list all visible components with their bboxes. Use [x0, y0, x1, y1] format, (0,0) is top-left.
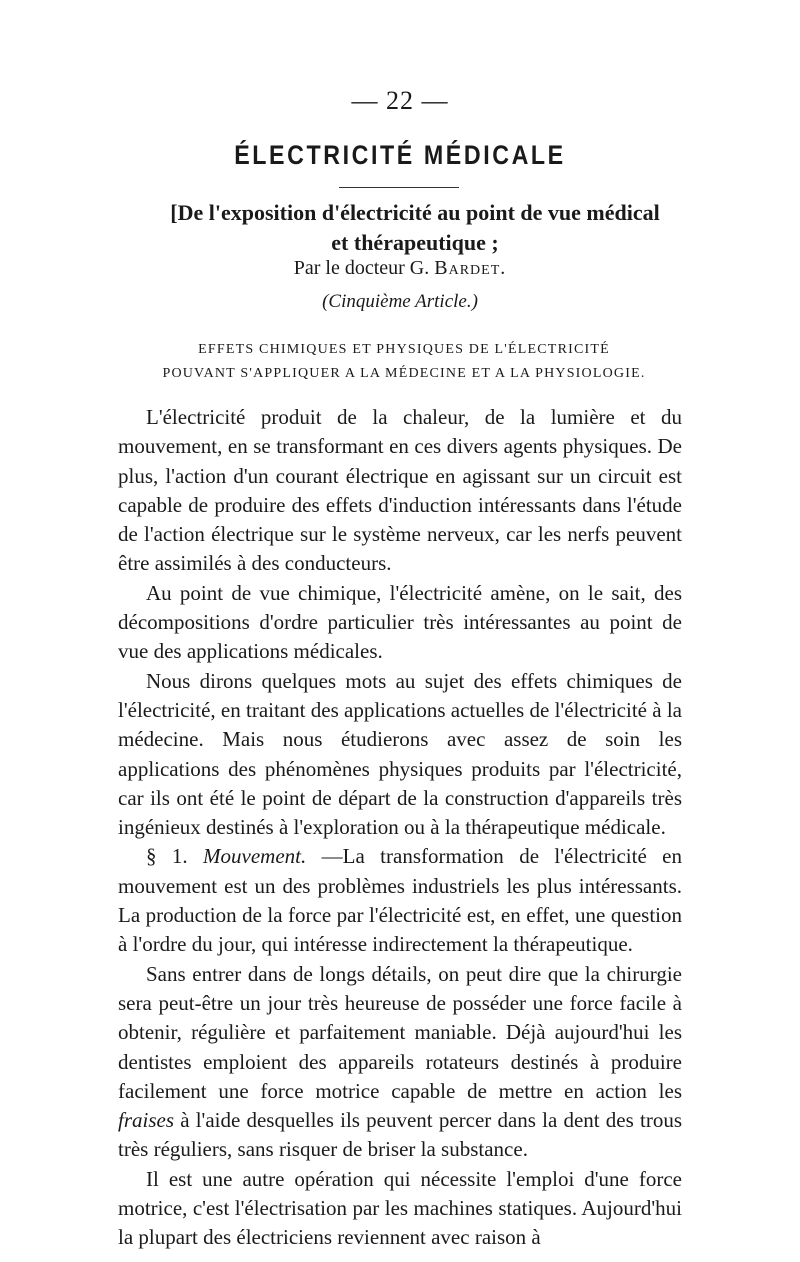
section-title-mouvement: Mouvement.: [203, 844, 307, 869]
body-text: [118, 403, 682, 1253]
author-line: [0, 257, 800, 280]
term-fraises: fraises: [118, 1108, 175, 1133]
page-number: — 22 —: [351, 86, 449, 115]
section-heading: [110, 338, 698, 386]
paragraph-5-part-2: à l'aide desquelles ils peuvent percer dans la dent des trous très réguliers, sans risquer de briser la substance.: [118, 1108, 682, 1162]
subtitle-line-2: et thérapeutique ;: [331, 230, 499, 255]
paragraph-5-part-1: Sans entrer dans de longs détails, on peut dire que la chirurgie sera peut-être un jour très heureuse de posséder une force facile à obtenir, régulière et parfaitement maniable. Déjà aujourd'hui les dentistes emploient des appareils rotateurs destinés à produire facilement une force motrice capable de mettre en action les: [118, 961, 682, 1103]
article-subtitle: [120, 198, 710, 258]
paragraph-6: Il est une autre opération qui nécessite l'emploi d'une force motrice, c'est l'électrisation par les machines statiques. Aujourd'hui la plupart des électriciens reviennent avec raison à: [118, 1166, 682, 1250]
paragraph-1: L'électricité produit de la chaleur, de la lumière et du mouvement, en se transformant en ces divers agents physiques. De plus, l'action d'un courant électrique en agissant sur un circuit est capable de produire des effets d'induction intéressants dans l'étude de l'action électrique sur le système nerveux, car les nerfs peuvent être assimilés à des conducteurs.: [118, 405, 682, 576]
paragraph-5: [118, 960, 682, 1165]
paragraph-3: Nous dirons quelques mots au sujet des effets chimiques de l'électricité, en traitant des applications actuelles de l'électricité à la médecine. Mais nous étudierons avec assez de soin les applications des phénomènes physiques produits par l'électricité, car ils ont été le point de départ de la construction d'appareils très ingénieux destinés à l'exploration ou à la thérapeutique médicale.: [118, 668, 682, 840]
paragraph-4-text: —La transformation de l'électricité en mouvement est un des problèmes industriels les plus intéressants. La production de la force par l'électricité est, en effet, une question à l'ordre du jour, qui intéresse indirectement la thérapeutique.: [118, 844, 683, 957]
section-heading-line-2: POUVANT S'APPLIQUER A LA MÉDECINE ET A LA PHYSIOLOGIE.: [162, 366, 646, 381]
subtitle-line-1: [De l'exposition d'électricité au point de vue médical: [170, 200, 660, 225]
paragraph-4: [118, 842, 682, 959]
section-heading-line-1: EFFETS CHIMIQUES ET PHYSIQUES DE L'ÉLECTRICITÉ: [198, 342, 610, 357]
section-mark: § 1.: [146, 844, 204, 869]
paragraph-2: Au point de vue chimique, l'électricité amène, on le sait, des décompositions d'ordre particulier très intéressantes au point de vue des applications médicales.: [118, 580, 682, 664]
author-prefix: Par le docteur G.: [293, 257, 435, 279]
title-divider: [339, 187, 459, 188]
page-title: ÉLECTRICITÉ MÉDICALE: [234, 140, 566, 170]
author-name: Bardet.: [434, 257, 507, 279]
article-number: (Cinquième Article.): [322, 291, 478, 312]
